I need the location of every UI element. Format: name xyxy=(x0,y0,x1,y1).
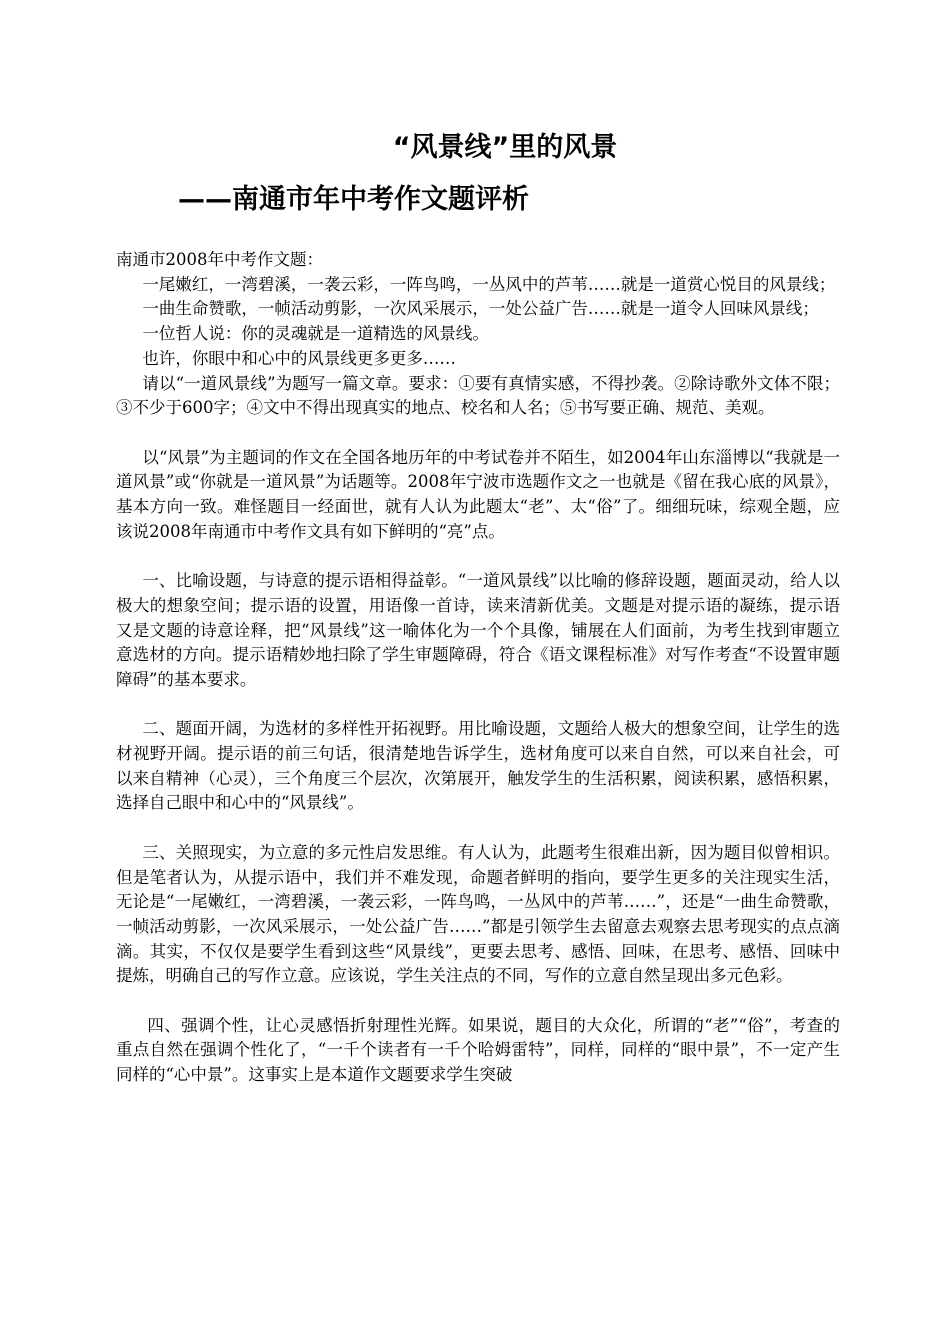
prompt-line-2: 一曲生命赞歌，一帧活动剪影，一次风采展示，一处公益广告……就是一道令人回味风景线； xyxy=(142,299,819,319)
point-2-paragraph: 二、题面开阔，为选材的多样性开拓视野。用比喻设题，文题给人极大的想象空间，让学生的选材视野开阔。提示语的前三句话，很清楚地告诉学生，选材角度可以来自自然，可以来自社会，可以来自精神（心灵），三个角度三个层次，次第展开，触发学生的生活积累，阅读积累，感悟积累，选择自己眼中和心中的“风景线”。 xyxy=(116,719,840,813)
analysis-intro-paragraph: 以“风景”为主题词的作文在全国各地历年的中考试卷并不陌生，如2004年山东淄博以“我就是一道风景”或“你就是一道风景”为话题等。2008年宁波市选题作文之一也就是《留在我心底的风景》，基本方向一致。难怪题目一经面世，就有人认为此题太“老”、太“俗”了。细细玩味，综观全题，应该说2008年南通市中考作文具有如下鲜明的“亮”点。 xyxy=(116,447,840,541)
prompt-requirements: 请以“一道风景线”为题写一篇文章。要求：①要有真情实感，不得抄袭。②除诗歌外文体不限；③不少于600字；④文中不得出现真实的地点、校名和人名；⑤书写要正确、规范、美观。 xyxy=(116,373,840,418)
prompt-line-4: 也许，你眼中和心中的风景线更多更多…… xyxy=(142,348,456,368)
paragraph-gap xyxy=(116,421,840,446)
document-body xyxy=(116,248,840,1088)
point-3-paragraph: 三、关照现实，为立意的多元性启发思维。有人认为，此题考生很难出新，因为题目似曾相识。但是笔者认为，从提示语中，我们并不难发现，命题者鲜明的指向，要学生更多的关注现实生活，无论是“一尾嫩红，一湾碧溪，一袭云彩，一阵鸟鸣，一丛风中的芦苇……”，还是“一曲生命赞歌，一帧活动剪影，一次风采展示，一处公益广告……”都是引领学生去留意去观察去思考现实的点点滴滴。其实，不仅仅是要学生看到这些“风景线”，更要去思考、感悟、回味，在思考、感悟、回味中提炼，明确自己的写作立意。应该说，学生关注点的不同，写作的立意自然呈现出多元色彩。 xyxy=(116,842,840,986)
document-title: “风景线”里的风景 xyxy=(392,132,618,163)
paragraph-gap xyxy=(116,544,840,569)
intro-label: 南通市2008年中考作文题： xyxy=(116,250,323,269)
paragraph-gap xyxy=(116,989,840,1014)
paragraph-gap xyxy=(116,816,840,841)
prompt-line-1: 一尾嫩红，一湾碧溪，一袭云彩，一阵鸟鸣，一丛风中的芦苇……就是一道赏心悦目的风景线； xyxy=(142,274,836,294)
point-1-paragraph: 一、比喻设题，与诗意的提示语相得益彰。“一道风景线”以比喻的修辞设题，题面灵动，给人以极大的想象空间；提示语的设置，用语像一首诗，读来清新优美。文题是对提示语的凝练，提示语又是文题的诗意诠释，把“风景线”这一喻体化为一个个具像，铺展在人们面前，为考生找到审题立意选材的方向。提示语精妙地扫除了学生审题障碍，符合《语文课程标准》对写作考查“不设置审题障碍”的基本要求。 xyxy=(116,571,840,689)
document-subtitle: ——南通市年中考作文题评析 xyxy=(178,184,529,215)
paragraph-gap xyxy=(116,693,840,718)
point-4-paragraph: 四、强调个性，让心灵感悟折射理性光辉。如果说，题目的大众化，所谓的“老”“俗”，考查的重点自然在强调个性化了，“一千个读者有一千个哈姆雷特”，同样，同样的“眼中景”，不一定产生同样的“心中景”。这事实上是本道作文题要求学生突破 xyxy=(116,1015,840,1085)
prompt-line-3: 一位哲人说：你的灵魂就是一道精选的风景线。 xyxy=(142,324,489,344)
